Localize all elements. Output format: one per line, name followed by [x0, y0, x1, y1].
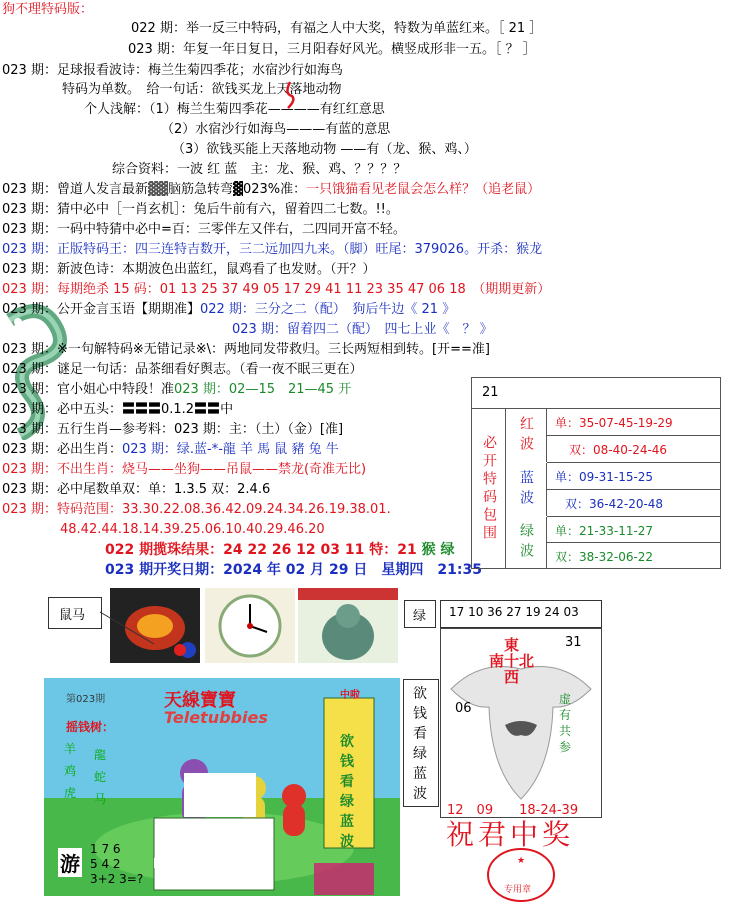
- line-range-1: 023 期：特码范围：33.30.22.08.36.42.09.24.34.26.19.38.01.: [2, 502, 391, 517]
- line-range-2: 48.42.44.18.14.39.25.06.10.40.29.46.20: [60, 522, 325, 537]
- line-miss-segment: 023 期：官小姐心中特段！准023 期：02—15 21—45 开: [2, 382, 352, 397]
- line-023-pair: 023 期：留着四二（配） 四七上业《 ？ 》: [232, 322, 493, 337]
- buddha-image: [298, 588, 398, 663]
- wave-blue-label: 蓝波: [506, 463, 547, 516]
- line-023-hint: 023 期：年复一年日复日，三月阳春好风光。横竖成形非一五。［ ？ ］: [128, 42, 536, 57]
- line-five-elements: 023 期：五行生肖—参考料：023 期：主：（土）（金）[准]: [2, 422, 344, 437]
- wave-blue-double: 双：36-42-20-48: [547, 490, 720, 517]
- line-must-zodiac: 023 期：必出生肖：023 期：绿.蓝-*-龍 羊 馬 鼠 豬 兔 牛: [2, 442, 339, 457]
- line-tail-number: 023 期：必中尾数单双：单：1.3.5 双：2.4.6: [2, 482, 271, 497]
- blessing-text: 祝君中奖: [446, 818, 575, 851]
- skull-n31: 31: [565, 635, 582, 650]
- callout-numbers: 17 10 36 27 19 24 03: [440, 600, 602, 628]
- callout-mouse-horse: 鼠马: [48, 597, 102, 629]
- wave-green-double: 双：38-32-06-22: [555, 550, 654, 564]
- line-022-hint: 022 期：举一反三中特码，有福之人中大奖，特数为单蓝红来。［ 21 ］: [131, 21, 543, 36]
- skull-n06: 06: [455, 701, 472, 716]
- clock-image: [205, 588, 295, 663]
- line-color-poem: 023 期：新波色诗：本期波色出蓝红，鼠鸡看了也发财。（开？）: [2, 262, 376, 277]
- line-puzzle: 023 期：谜足一句话：品茶细看好舆志。（看一夜不眠三更在）: [2, 362, 363, 377]
- wave-red-label: 红波: [506, 409, 547, 462]
- tele-you: 游: [58, 848, 82, 877]
- line-not-zodiac: 023 期：不出生肖：烧马——坐狗——吊鼠——禁龙(奇准无比): [2, 462, 367, 477]
- skull-image: [440, 628, 602, 818]
- line-explain-2: （2）水宿沙行如海鸟———有蓝的意思: [161, 122, 391, 137]
- tele-numbers: 1 7 6 5 4 2 3+2 3=?: [90, 842, 144, 886]
- result-022: 022 期揽珠结果：24 22 26 12 03 11 特：21 猴 绿: [105, 542, 455, 558]
- line-football-poem: 023 期：足球报看波诗：梅兰生菊四季花；水宿沙行如海鸟: [2, 63, 343, 78]
- wave-table-side-label: 必开特码包围: [472, 409, 506, 568]
- line-golden-words: 023 期：公开金言玉语【期期准】022 期：三分之二（配） 狗后牛边《 21 》: [2, 302, 456, 317]
- tele-title: 天線寶寶: [164, 690, 236, 711]
- tele-en-title: Teletubbies: [164, 708, 268, 727]
- wave-table: [471, 377, 721, 569]
- page-title: 狗不理特码版：: [2, 2, 94, 17]
- teletubbies-image: [44, 678, 400, 896]
- line-zodiac-mystery: 023 期：猜中必中［一肖玄机］：兔后牛前有六，留着四二七数。!!。: [2, 202, 399, 217]
- svg-text:★: ★: [516, 856, 526, 866]
- tele-zhongla: 中啦: [340, 690, 360, 701]
- callout-green: 绿: [404, 600, 436, 628]
- line-one-sentence: 023 期：※一句解特码※无错记录※\：两地同发带救归。三长两短相到转。[开==准]: [2, 342, 490, 357]
- wave-green-label: 绿波: [506, 517, 547, 568]
- line-one-code: 023 期：一码中特猜中必中=百：三零伴左又伴右，二四同开富不轻。: [2, 222, 406, 237]
- pen-mark-icon: [280, 80, 300, 110]
- line-five-heads: 023 期：必中五头：〓〓〓0.1.2〓〓中: [2, 402, 234, 417]
- skull-bottom-nums: 12 09 18-24-39: [447, 803, 579, 818]
- draw-date-023: 023 期开奖日期：2024 年 02 月 29 日 星期四 21:35: [105, 562, 482, 578]
- tele-left-words: 羊 鸡 虎: [64, 742, 77, 800]
- line-explain-1: 个人浅解：（1）梅兰生菊四季花————有红红意思: [84, 102, 385, 117]
- stamp-text: 专用章: [504, 885, 532, 895]
- line-summary: 综合资料：一波 红 蓝 主：龙、猴、鸡、？？？？: [112, 162, 407, 177]
- callout-vertical: 欲钱看绿蓝波: [403, 679, 439, 807]
- tele-tree: 摇钱树：: [66, 720, 115, 734]
- wave-green-single: 单：21-33-11-27: [547, 517, 720, 543]
- line-riddle: 023 期：曾道人发言最新▓▓脑筋急转弯▓023%准：一只饿猫看见老鼠会怎么样？（追老鼠）: [2, 182, 541, 197]
- callout-arrow-left: [98, 610, 158, 650]
- line-explain-3: （3）欲钱买能上天落地动物 ——有（龙、猴、鸡、）: [172, 142, 477, 157]
- skull-side-text: 虚有共参: [559, 692, 572, 754]
- line-kill-15: 023 期：每期绝杀 15 码：01 13 25 37 49 05 17 29 41 11 23 35 47 06 18 （期期更新）: [2, 282, 551, 297]
- tele-mid-words: 龍 蛇 马: [94, 748, 107, 806]
- wave-red-double: 双：08-40-24-46: [547, 436, 720, 463]
- line-odd-hint: 特码为单数。 给一句话：欲钱买龙上天落地动物: [62, 82, 342, 97]
- line-special-king: 023 期：正版特码王：四三连特吉数开，三二远加四九来。（脚）旺尾：379026。开杀：猴龙: [2, 242, 543, 257]
- wave-blue-single: 单：09-31-15-25: [547, 463, 720, 490]
- wave-red-single: 单：35-07-45-19-29: [547, 409, 720, 436]
- skull-directions: 東 南十北 西: [489, 636, 535, 686]
- tele-issue: 第023期: [66, 694, 106, 705]
- wave-table-header: 21: [472, 378, 720, 409]
- tele-sign: 欲钱看绿蓝波: [340, 734, 354, 850]
